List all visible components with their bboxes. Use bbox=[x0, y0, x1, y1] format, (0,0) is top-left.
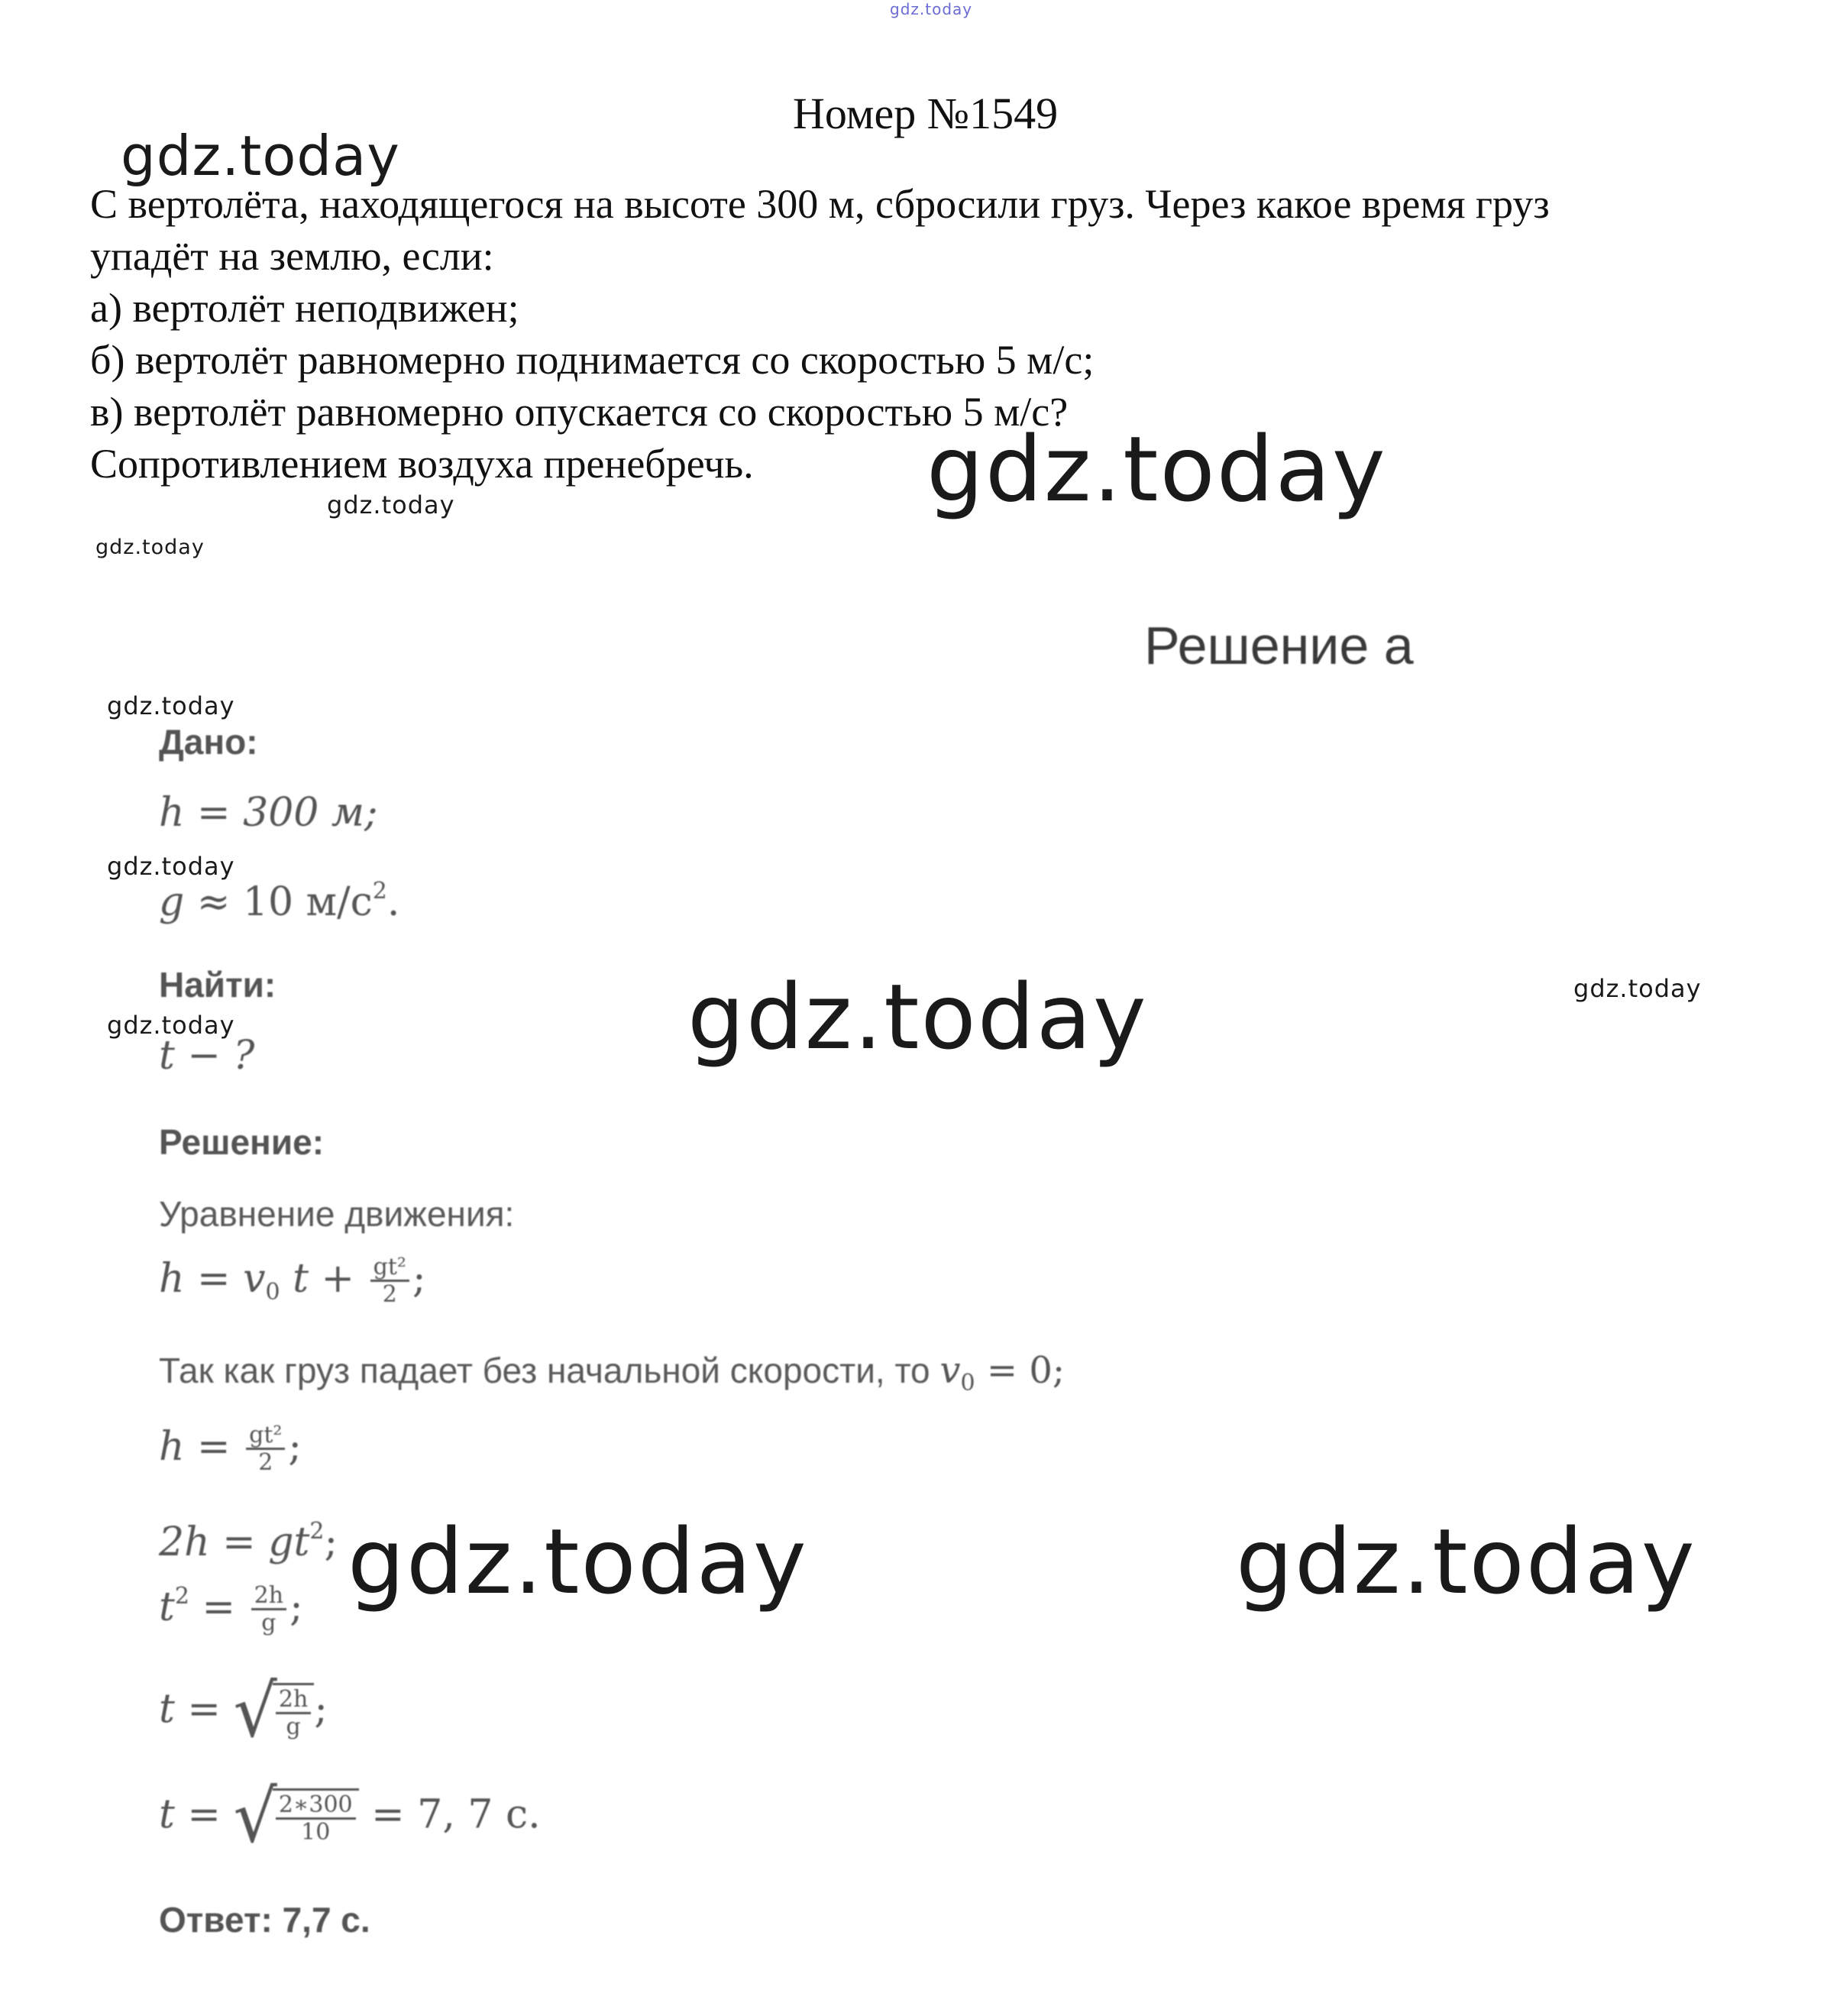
watermark: gdz.today bbox=[107, 852, 235, 881]
given-label: Дано: bbox=[159, 722, 258, 762]
eq4-lhs: t bbox=[159, 1584, 175, 1630]
problem-line: в) вертолёт равномерно опускается со скоростью 5 м/с? bbox=[90, 389, 1069, 435]
find-t bbox=[159, 1033, 255, 1079]
eq6-lhs: t = bbox=[159, 1791, 221, 1838]
solution-heading: Решение а bbox=[1144, 616, 1414, 675]
equation-6 bbox=[159, 1775, 541, 1859]
watermark: gdz.today bbox=[348, 1509, 808, 1614]
eq6-numerator: 2∗300 bbox=[276, 1792, 356, 1820]
eq4-equals: = bbox=[202, 1584, 236, 1630]
eq4-exponent: 2 bbox=[174, 1582, 189, 1610]
eq2-fraction bbox=[246, 1422, 285, 1477]
eq3-lhs: 2h = gt bbox=[159, 1519, 310, 1565]
answer: Ответ: 7,7 с. bbox=[159, 1900, 370, 1940]
watermark: gdz.today bbox=[1573, 974, 1702, 1003]
given-height bbox=[159, 790, 378, 836]
watermark: gdz.today bbox=[926, 416, 1387, 522]
eq6-result: = 7, 7 с. bbox=[371, 1791, 541, 1838]
equation-1 bbox=[159, 1254, 425, 1309]
eq6-sqrt bbox=[233, 1775, 359, 1859]
eq5-denominator: g bbox=[286, 1713, 301, 1741]
given-gravity bbox=[159, 878, 400, 925]
problem-line: упадёт на землю, если: bbox=[90, 233, 494, 279]
eq5-lhs: t = bbox=[159, 1686, 221, 1733]
equation-3 bbox=[159, 1518, 338, 1565]
motion-equation-label: Уравнение движения: bbox=[159, 1194, 515, 1234]
eq3-end: ; bbox=[324, 1519, 338, 1565]
problem-line: Сопротивлением воздуха пренебречь. bbox=[90, 441, 754, 487]
note-line bbox=[159, 1349, 1065, 1396]
given-g-value: ≈ 10 м/с bbox=[196, 879, 373, 925]
eq1-lhs: h = v bbox=[159, 1255, 266, 1302]
watermark-top: gdz.today bbox=[890, 0, 973, 18]
eq1-mid: t + bbox=[293, 1255, 355, 1302]
watermark: gdz.today bbox=[687, 964, 1148, 1069]
problem-title: Номер №1549 bbox=[793, 89, 1059, 138]
given-g-end: . bbox=[386, 879, 400, 925]
eq2-denominator: 2 bbox=[258, 1449, 273, 1476]
given-g-symbol: g bbox=[159, 879, 185, 925]
note-text: Так как груз падает без начальной скорости, то bbox=[159, 1351, 930, 1390]
eq5-sqrt bbox=[233, 1669, 315, 1754]
sqrt-icon: √ bbox=[233, 1775, 277, 1859]
problem-line: С вертолёта, находящегося на высоте 300 м, сбросили груз. Через какое время груз bbox=[90, 181, 1550, 227]
eq1-fraction bbox=[370, 1254, 409, 1309]
eq2-numerator: gt² bbox=[246, 1422, 285, 1450]
watermark: gdz.today bbox=[107, 691, 235, 720]
equation-5 bbox=[159, 1669, 328, 1754]
watermark: gdz.today bbox=[107, 1011, 235, 1040]
eq1-end: ; bbox=[412, 1255, 426, 1302]
eq4-end: ; bbox=[289, 1584, 303, 1630]
eq4-denominator: g bbox=[261, 1610, 276, 1636]
eq2-end: ; bbox=[288, 1423, 302, 1470]
watermark: gdz.today bbox=[327, 490, 455, 519]
watermark: gdz.today bbox=[1236, 1509, 1696, 1614]
find-label: Найти: bbox=[159, 965, 276, 1005]
note-v0: v bbox=[939, 1349, 961, 1392]
problem-line: б) вертолёт равномерно поднимается со скоростью 5 м/с; bbox=[90, 337, 1095, 383]
watermark: gdz.today bbox=[95, 536, 205, 559]
eq4-numerator: 2h bbox=[251, 1583, 286, 1610]
eq2-lhs: h = bbox=[159, 1423, 231, 1470]
find-t-text: t − ? bbox=[159, 1033, 255, 1079]
equation-4 bbox=[159, 1583, 303, 1637]
eq3-exponent: 2 bbox=[309, 1518, 325, 1545]
eq4-fraction bbox=[251, 1583, 286, 1637]
eq6-denominator: 10 bbox=[301, 1819, 331, 1846]
equation-2 bbox=[159, 1422, 302, 1477]
eq1-sub: 0 bbox=[265, 1278, 280, 1306]
solution-label: Решение: bbox=[159, 1122, 325, 1162]
note-sub: 0 bbox=[960, 1370, 975, 1396]
eq5-end: ; bbox=[314, 1686, 328, 1733]
problem-line: а) вертолёт неподвижен; bbox=[90, 285, 519, 331]
eq1-numerator: gt² bbox=[370, 1254, 409, 1282]
watermark: gdz.today bbox=[121, 124, 400, 188]
given-g-exponent: 2 bbox=[372, 878, 387, 904]
sqrt-icon: √ bbox=[233, 1669, 277, 1754]
eq5-numerator: 2h bbox=[276, 1687, 311, 1714]
given-h-text: h = 300 м; bbox=[159, 790, 378, 836]
note-end: = 0; bbox=[986, 1349, 1065, 1392]
eq1-denominator: 2 bbox=[382, 1281, 397, 1308]
